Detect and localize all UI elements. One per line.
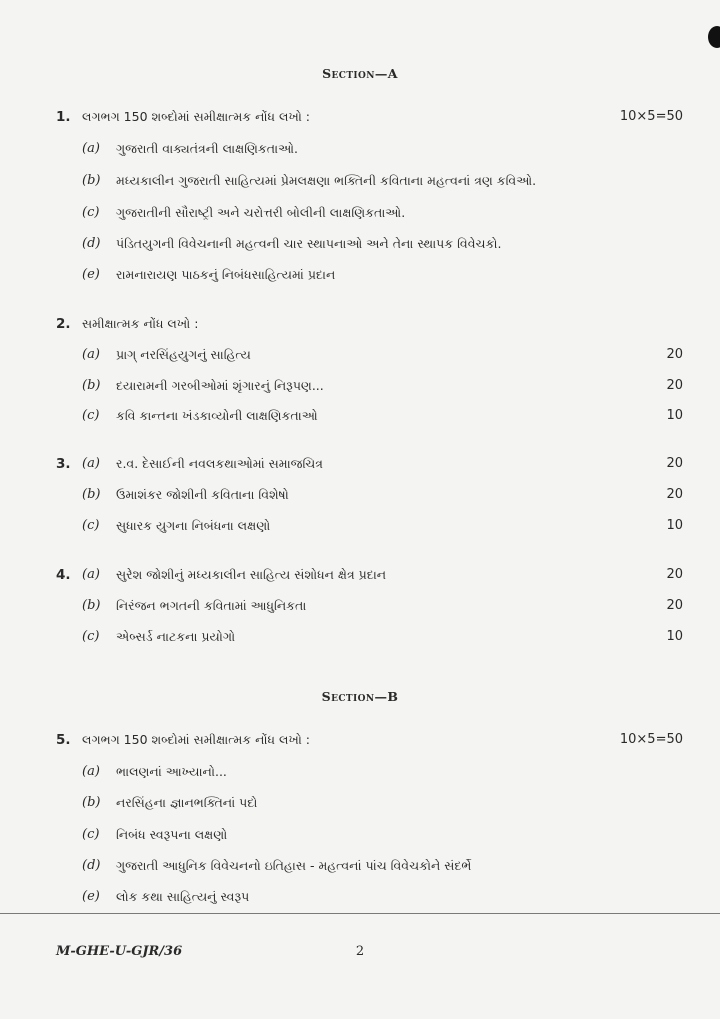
part-label: (a) (82, 141, 100, 156)
q4-part-c (0, 627, 720, 647)
part-label: (a) (82, 567, 100, 582)
part-marks: 20 (666, 347, 683, 362)
section-a-heading: Section—A (322, 66, 398, 81)
q4-part-b (0, 596, 720, 616)
question-text: લગભગ 150 શબ્દોમાં સમીક્ષાત્મક નોંધ લખો : (82, 109, 311, 124)
part-label: (c) (82, 827, 100, 842)
part-marks: 10 (666, 518, 683, 533)
question-number: 2. (56, 316, 71, 332)
q5-part-a (0, 762, 720, 782)
part-marks: 20 (666, 598, 683, 613)
part-text: એબ્સર્ડ નાટકના પ્રયોગો (116, 629, 236, 644)
part-text: નરસિંહના જ્ઞાનભક્તિનાં પદો (116, 795, 258, 810)
question-text: સમીક્ષાત્મક નોંધ લખો : (82, 316, 199, 331)
part-text: પ્રાગ્ નરસિંહયુગનું સાહિત્ય (116, 347, 251, 362)
part-text: કવિ કાન્તના ખંડકાવ્યોની લાક્ષણિકતાઓ (116, 408, 318, 423)
q1-part-c (0, 203, 720, 223)
q5-part-d (0, 856, 720, 876)
part-text: ઉમાશંકર જોશીની કવિતાના વિશેષો (116, 487, 289, 502)
part-marks: 10 (666, 408, 683, 423)
question-marks: 10×5=50 (619, 732, 683, 747)
part-text: લોક કથા સાહિત્યનું સ્વરૂપ (116, 889, 250, 904)
part-label: (d) (82, 236, 101, 251)
q5-part-e (0, 887, 720, 907)
part-label: (b) (82, 378, 101, 393)
part-text: સુરેશ જોશીનું મધ્યકાલીન સાહિત્ય સંશોધન ક્ષેત્ર પ્રદાન (116, 567, 387, 582)
question-number: 5. (56, 732, 71, 748)
part-label: (c) (82, 408, 100, 423)
part-label: (d) (82, 858, 101, 873)
section-b-heading: Section—B (321, 689, 399, 704)
q1-part-a (0, 139, 720, 159)
part-text: ભાલણનાં આખ્યાનો... (116, 764, 227, 779)
q2-part-b (0, 376, 720, 396)
question-marks: 10×5=50 (619, 109, 683, 124)
question-number: 1. (56, 109, 71, 125)
question-number: 4. (56, 567, 71, 583)
part-text: ગુજરાતીની સૌરાષ્ટ્રી અને ચરોત્તરી બોલીની લાક્ષણિકતાઓ. (116, 205, 406, 220)
part-text: પંડિતયુગની વિવેચનાની મહત્વની ચાર સ્થાપનાઓ અને તેના સ્થાપક વિવેચકો. (116, 236, 502, 251)
part-label: (e) (82, 267, 100, 282)
part-text: ર.વ. દેસાઈની નવલકથાઓમાં સમાજચિત્ર (116, 456, 323, 471)
part-text: નિરંજન ભગતની કવિતામાં આધુનિકતા (116, 598, 307, 613)
q5-part-c (0, 825, 720, 845)
q5-part-b (0, 793, 720, 813)
q3-part-c (0, 516, 720, 536)
part-marks: 10 (666, 629, 683, 644)
part-marks: 20 (666, 456, 683, 471)
q3-part-b (0, 485, 720, 505)
part-marks: 20 (666, 567, 683, 582)
page-number: 2 (355, 944, 365, 959)
part-label: (c) (82, 518, 100, 533)
part-label: (a) (82, 764, 100, 779)
part-label: (b) (82, 487, 101, 502)
part-label: (a) (82, 456, 100, 471)
q2-part-a (0, 345, 720, 365)
part-text: રામનારાયણ પાઠકનું નિબંધસાહિત્યમાં પ્રદાન (116, 267, 336, 282)
q1-part-b (0, 171, 720, 191)
part-label: (b) (82, 173, 101, 188)
part-label: (b) (82, 795, 101, 810)
q1-part-e (0, 265, 720, 285)
question-number: 3. (56, 456, 71, 472)
question-text: લગભગ 150 શબ્દોમાં સમીક્ષાત્મક નોંધ લખો : (82, 732, 311, 747)
part-text: ગુજરાતી વાક્યતંત્રની લાક્ષણિકતાઓ. (116, 141, 298, 156)
part-label: (b) (82, 598, 101, 613)
question-5 (0, 730, 720, 750)
part-text: સુધારક યુગના નિબંધના લક્ષણો (116, 518, 271, 533)
part-marks: 20 (666, 378, 683, 393)
part-text: મધ્યકાલીન ગુજરાતી સાહિત્યમાં પ્રેમલક્ષણા ભક્તિની કવિતાના મહત્વનાં ત્રણ કવિઓ. (116, 173, 537, 188)
part-label: (e) (82, 889, 100, 904)
q2-part-c (0, 406, 720, 426)
part-text: ગુજરાતી આધુનિક વિવેચનનો ઇતિહાસ - મહત્વનાં પાંચ વિવેચકોને સંદર્ભે (116, 858, 472, 873)
scan-mark (708, 26, 720, 48)
q4-part-a (0, 565, 720, 585)
footer-divider (0, 913, 720, 914)
part-marks: 20 (666, 487, 683, 502)
part-text: નિબંધ સ્વરૂપના લક્ષણો (116, 827, 228, 842)
part-text: દયારામની ગરબીઓમાં શૃંગારનું નિરૂપણ... (116, 378, 324, 393)
part-label: (c) (82, 629, 100, 644)
part-label: (a) (82, 347, 100, 362)
q3-part-a (0, 454, 720, 474)
question-1 (0, 107, 720, 127)
question-2 (0, 314, 720, 334)
paper-code: M-GHE-U-GJR/36 (56, 944, 183, 959)
q1-part-d (0, 234, 720, 254)
part-label: (c) (82, 205, 100, 220)
